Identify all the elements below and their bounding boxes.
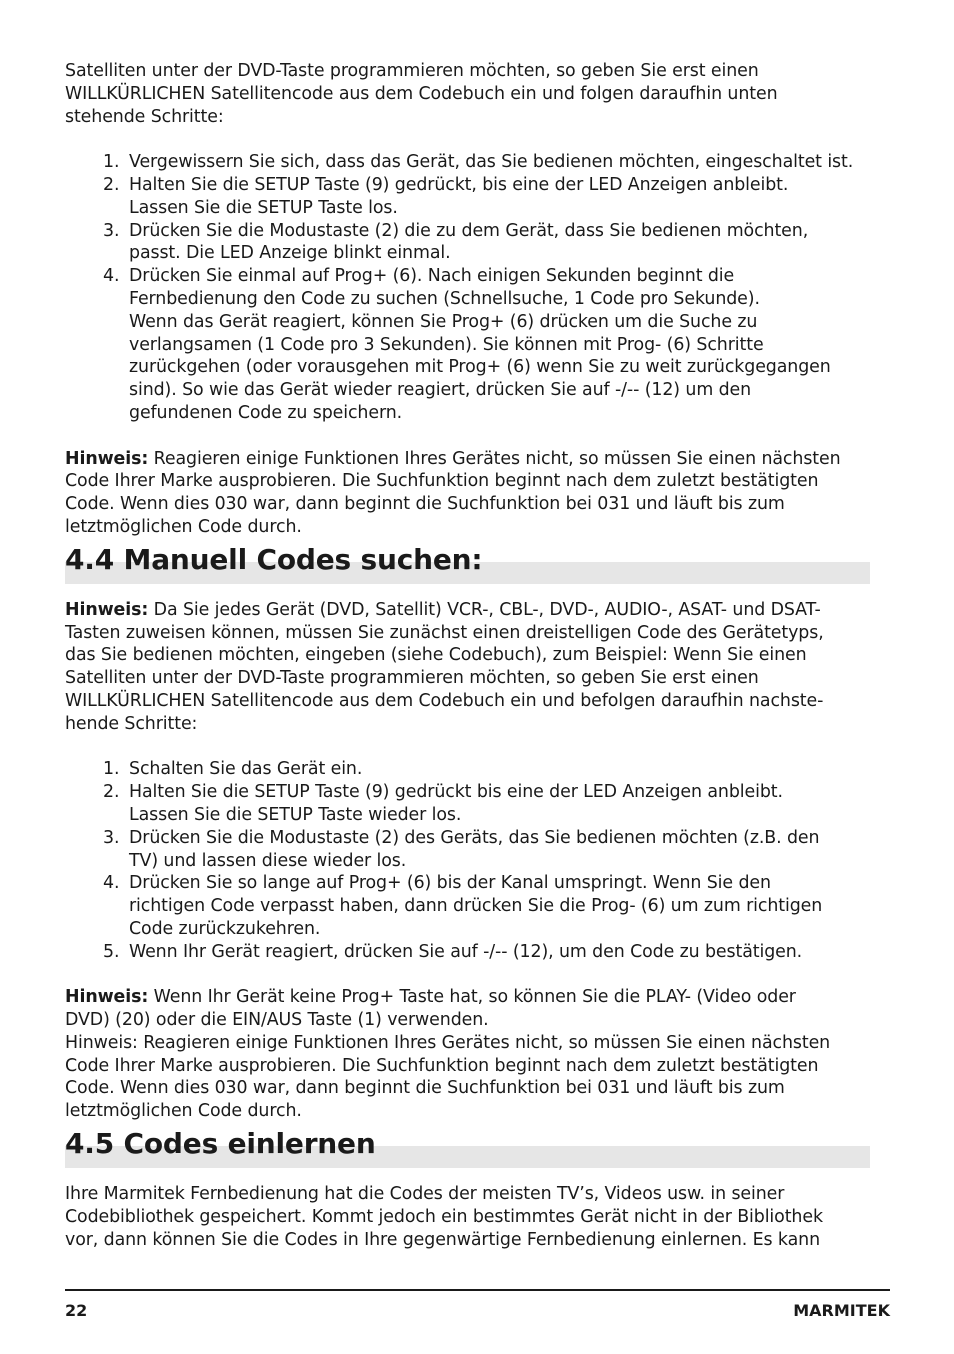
note-label: Hinweis:	[65, 448, 149, 469]
list-number: 1.	[103, 152, 120, 173]
section-title: 4.4 Manuell Codes suchen:	[65, 542, 483, 576]
list-number: 3.	[103, 220, 120, 241]
list-number: 4.	[103, 873, 120, 894]
text-line: Hinweis: Reagieren einige Funktionen Ihres Gerätes nicht, so müssen Sie einen nächsten	[65, 448, 841, 469]
section-title: 4.5 Codes einlernen	[65, 1127, 376, 1161]
list-number: 2.	[103, 782, 120, 803]
list-item	[65, 781, 865, 827]
text-line: Wenn das Gerät reagiert, können Sie Prog+ (6) drücken um die Suche zu	[129, 311, 758, 332]
list-item	[65, 941, 865, 964]
document-page	[65, 60, 865, 1251]
text-line: Code Ihrer Marke ausprobieren. Die Suchfunktion beginnt nach dem zuletzt bestätigten	[65, 1055, 819, 1076]
text-line: Lassen Sie die SETUP Taste los.	[129, 197, 398, 218]
text-line: Tasten zuweisen können, müssen Sie zunächst einen dreistelligen Code des Gerätetyps,	[65, 622, 824, 643]
text-line: sind). So wie das Gerät wieder reagiert, drücken Sie auf -/-- (12) um den	[129, 380, 752, 401]
text-line: Drücken Sie die Modustaste (2) des Geräts, das Sie bedienen möchten (z.B. den	[129, 827, 820, 848]
text-line: Lassen Sie die SETUP Taste wieder los.	[129, 804, 462, 825]
text-line: Codebibliothek gespeichert. Kommt jedoch ein bestimmtes Gerät nicht in der Bibliothek	[65, 1206, 823, 1227]
text-line: vor, dann können Sie die Codes in Ihre gegenwärtige Fernbedienung einlernen. Es kann	[65, 1229, 820, 1250]
text-line: passt. Die LED Anzeige blinkt einmal.	[129, 243, 451, 264]
section-heading-4-5	[65, 1127, 865, 1173]
text-line: WILLKÜRLICHEN Satellitencode aus dem Codebuch ein und befolgen daraufhin nachste-	[65, 690, 824, 711]
list-number: 1.	[103, 759, 120, 780]
section44-steps-list	[65, 758, 865, 963]
text-line: Vergewissern Sie sich, dass das Gerät, das Sie bedienen möchten, eingeschaltet ist.	[129, 152, 854, 173]
list-item	[65, 872, 865, 940]
text-line: Code. Wenn dies 030 war, dann beginnt die Suchfunktion bei 031 und läuft bis zum	[65, 494, 785, 515]
section-heading-4-4	[65, 542, 865, 589]
text-line: Hinweis: Reagieren einige Funktionen Ihres Gerätes nicht, so müssen Sie einen nächsten	[65, 1032, 831, 1053]
list-item	[65, 265, 865, 425]
intro-note	[65, 448, 865, 539]
text-line: gefundenen Code zu speichern.	[129, 402, 403, 423]
note-label: Hinweis:	[65, 987, 149, 1008]
section44-note	[65, 599, 865, 736]
text-line: Wenn Ihr Gerät reagiert, drücken Sie auf -/-- (12), um den Code zu bestätigen.	[129, 941, 803, 962]
text-line: Hinweis: Wenn Ihr Gerät keine Prog+ Taste hat, so können Sie die PLAY- (Video oder	[65, 987, 796, 1008]
text-line: Satelliten unter der DVD-Taste programmieren möchten, so geben Sie erst einen	[65, 668, 759, 689]
text-line: hende Schritte:	[65, 713, 198, 734]
list-number: 2.	[103, 174, 120, 195]
text-line: verlangsamen (1 Code pro 3 Sekunden). Sie können mit Prog- (6) Schritte	[129, 334, 764, 355]
text-line: richtigen Code verpasst haben, dann drücken Sie die Prog- (6) um zum richtigen	[129, 896, 823, 917]
text-line: das Sie bedienen möchten, eingeben (siehe Codebuch), zum Beispiel: Wenn Sie einen	[65, 645, 807, 666]
brand-name: MARMITEK	[793, 1301, 890, 1320]
text-line: WILLKÜRLICHEN Satellitencode aus dem Codebuch ein und folgen daraufhin unten	[65, 83, 778, 104]
intro-steps-list	[65, 151, 865, 425]
text-line: stehende Schritte:	[65, 106, 224, 127]
text-line: Satelliten unter der DVD-Taste programmieren möchten, so geben Sie erst einen	[65, 61, 759, 81]
list-item	[65, 174, 865, 220]
text-line: zurückgehen (oder vorausgehen mit Prog+ (6) wenn Sie zu weit zurückgegangen	[129, 357, 831, 378]
text-line: DVD) (20) oder die EIN/AUS Taste (1) verwenden.	[65, 1010, 489, 1031]
list-number: 4.	[103, 266, 120, 287]
section45-paragraph	[65, 1183, 865, 1251]
list-item	[65, 758, 865, 781]
page-number: 22	[65, 1301, 88, 1320]
text-line: Halten Sie die SETUP Taste (9) gedrückt, bis eine der LED Anzeigen anbleibt.	[129, 174, 789, 195]
note-label: Hinweis:	[65, 599, 149, 620]
text-line: Fernbedienung den Code zu suchen (Schnellsuche, 1 Code pro Sekunde).	[129, 288, 760, 309]
text-line: Halten Sie die SETUP Taste (9) gedrückt bis eine der LED Anzeigen anbleibt.	[129, 782, 783, 803]
list-number: 5.	[103, 941, 120, 962]
list-item	[65, 827, 865, 873]
text-line: letztmöglichen Code durch.	[65, 516, 302, 537]
text-line: Code Ihrer Marke ausprobieren. Die Suchfunktion beginnt nach dem zuletzt bestätigten	[65, 471, 819, 492]
text-line: Code zurückzukehren.	[129, 918, 321, 939]
footer-divider	[65, 1289, 890, 1291]
text-line: Ihre Marmitek Fernbedienung hat die Codes der meisten TV’s, Videos usw. in seiner	[65, 1184, 785, 1205]
section44-note-2	[65, 986, 865, 1123]
list-item	[65, 220, 865, 266]
text-line: Code. Wenn dies 030 war, dann beginnt die Suchfunktion bei 031 und läuft bis zum	[65, 1078, 785, 1099]
text-line: Drücken Sie so lange auf Prog+ (6) bis der Kanal umspringt. Wenn Sie den	[129, 873, 771, 894]
text-line: Drücken Sie einmal auf Prog+ (6). Nach einigen Sekunden beginnt die	[129, 266, 735, 287]
text-line: Hinweis: Da Sie jedes Gerät (DVD, Satellit) VCR-, CBL-, DVD-, AUDIO-, ASAT- und DSAT-	[65, 599, 821, 620]
intro-paragraph	[65, 60, 865, 128]
list-item	[65, 151, 865, 174]
text-line: Schalten Sie das Gerät ein.	[129, 759, 363, 780]
text-line: Drücken Sie die Modustaste (2) die zu dem Gerät, dass Sie bedienen möchten,	[129, 220, 809, 241]
text-line: letztmöglichen Code durch.	[65, 1101, 302, 1122]
list-number: 3.	[103, 827, 120, 848]
text-line: TV) und lassen diese wieder los.	[129, 850, 407, 871]
